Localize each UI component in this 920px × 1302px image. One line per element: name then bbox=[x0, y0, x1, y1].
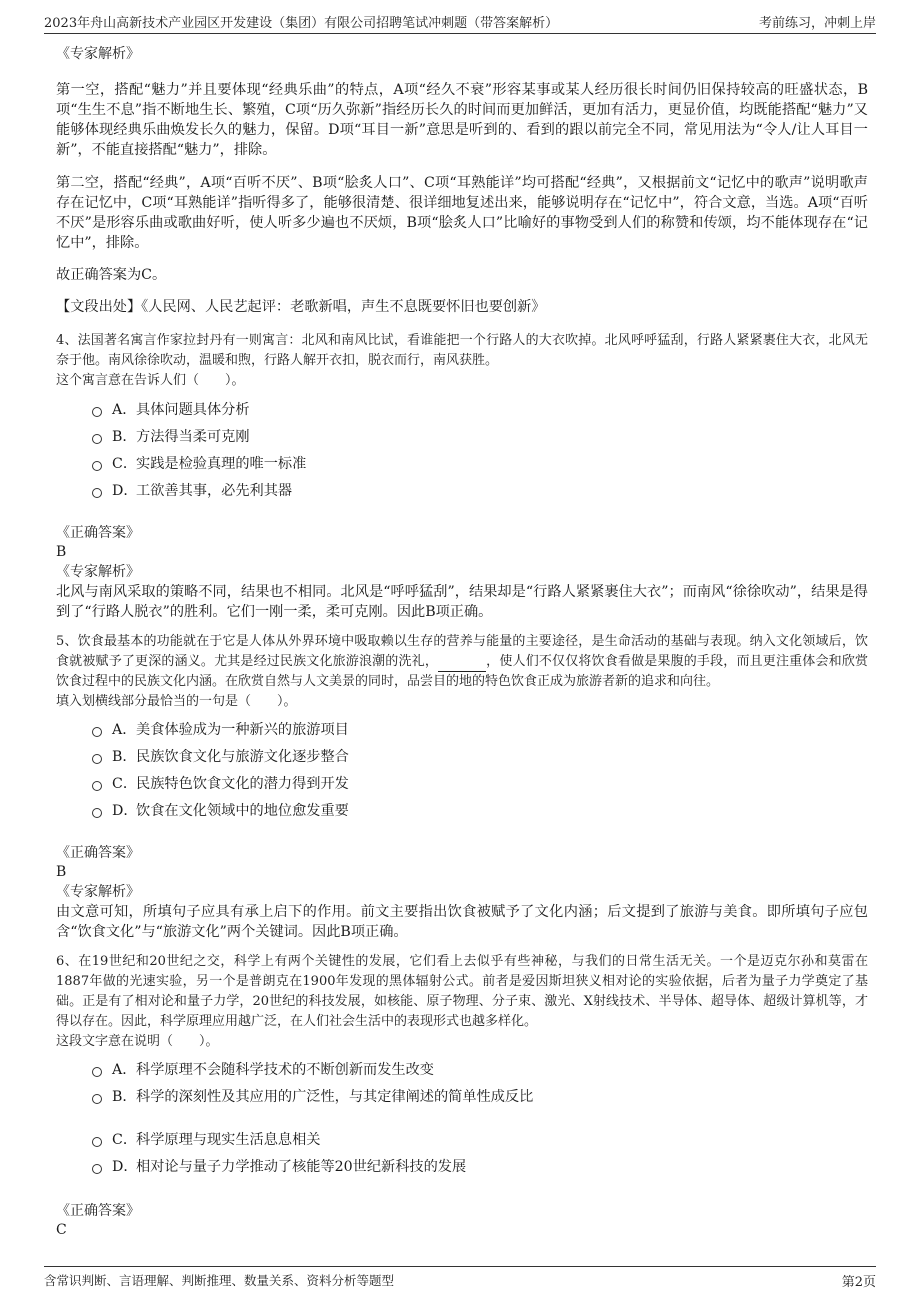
question-stem: 5、饮食最基本的功能就在于它是人体从外界环境中吸取赖以生存的营养与能量的主要途径，是生命活动的基础与表现。纳入文化领域后，饮食就被赋予了更深的涵义。尤其是经过民族文化旅游浪潮的洗礼， ，使人们不仅仅将饮食看做是果腹的手段，而且更注重体会和欣赏饮食过程中的民族文化内涵。在欣赏自然与人文美景的同时，品尝目的地的特色饮食正成为旅游者新的追求和向往。 bbox=[56, 634, 868, 689]
option-d[interactable]: D． 工欲善其事，必先利其器 bbox=[92, 476, 868, 503]
option-c[interactable]: C． 民族特色饮食文化的潜力得到开发 bbox=[92, 769, 868, 796]
analysis-paragraph: 第二空，搭配“经典”，A项“百听不厌”、B项“脍炙人口”、C项“耳熟能详”均可搭配“经典”，又根据前文“记忆中的歌声”说明歌声存在记忆中，C项“耳熟能详”指听得多了，能够很清楚、很详细地复述出来，能够说明存在“记忆中”，符合文意，当选。A项“百听不厌”是形容乐曲或歌曲好听，使人听多少遍也不厌烦，B项“脍炙人口”比喻好的事物受到人们的称赞和传颂，均不能体现存在“记忆中”，排除。 bbox=[56, 175, 868, 251]
radio-icon[interactable] bbox=[92, 808, 102, 818]
radio-icon[interactable] bbox=[92, 461, 102, 471]
correct-answer: C bbox=[56, 1222, 67, 1238]
answer-label: 《正确答案》 bbox=[56, 1203, 140, 1219]
analysis-label: 《专家解析》 bbox=[56, 884, 140, 900]
analysis-text: 由文意可知，所填句子应具有承上启下的作用。前文主要指出饮食被赋予了文化内涵；后文提到了旅游与美食。即所填句子应包含“饮食文化”与“旅游文化”两个关键词。因此B项正确。 bbox=[56, 904, 868, 940]
document-title: 2023年舟山高新技术产业园区开发建设（集团）有限公司招聘笔试冲刺题（带答案解析） bbox=[44, 16, 559, 31]
correct-answer: B bbox=[56, 864, 67, 880]
question-6 bbox=[56, 952, 868, 1239]
footer-note: 含常识判断、言语理解、判断推理、数量关系、资料分析等题型 bbox=[44, 1273, 395, 1288]
option-a[interactable]: A． 具体问题具体分析 bbox=[92, 395, 868, 422]
analysis-paragraph: 第一空，搭配“魅力”并且要体现“经典乐曲”的特点，A项“经久不衰”形容某事或某人经历很长时间仍旧保持较高的旺盛状态，B项“生生不息”指不断地生长、繁殖，C项“历久弥新”指经历长久的时间而更加鲜活，更加有活力，更显价值，均既能搭配“魅力”又能够体现经典乐曲焕发长久的魅力，保留。D项“耳目一新”意思是听到的、看到的跟以前完全不同，常见用法为“令人/让人耳目一新”，不能直接搭配“魅力”，排除。 bbox=[56, 82, 868, 158]
q3-analysis bbox=[56, 44, 868, 317]
page-number: 第2页 bbox=[841, 1275, 876, 1290]
radio-icon[interactable] bbox=[92, 1094, 102, 1104]
question-prompt: 这个寓言意在告诉人们（ ）。 bbox=[56, 373, 245, 388]
answer-label: 《正确答案》 bbox=[56, 525, 140, 541]
conclusion-text: 故正确答案为C。 bbox=[56, 267, 167, 283]
footer-divider bbox=[44, 1266, 876, 1267]
radio-icon[interactable] bbox=[92, 434, 102, 444]
radio-icon[interactable] bbox=[92, 488, 102, 498]
radio-icon[interactable] bbox=[92, 1137, 102, 1147]
option-list bbox=[56, 1055, 868, 1179]
option-c[interactable]: C． 科学原理与现实生活息息相关 bbox=[92, 1125, 868, 1152]
radio-icon[interactable] bbox=[92, 781, 102, 791]
option-b[interactable]: B． 民族饮食文化与旅游文化逐步整合 bbox=[92, 742, 868, 769]
option-a[interactable]: A． 美食体验成为一种新兴的旅游项目 bbox=[92, 715, 868, 742]
option-list bbox=[56, 395, 868, 503]
header-divider bbox=[44, 33, 876, 34]
option-d[interactable]: D． 饮食在文化领域中的地位愈发重要 bbox=[92, 796, 868, 823]
page-content bbox=[56, 40, 868, 1239]
source-citation: 【文段出处】《人民网、人民艺起评：老歌新唱，声生不息既要怀旧也要创新》 bbox=[56, 299, 546, 315]
option-b[interactable]: B． 科学的深刻性及其应用的广泛性，与其定律阐述的简单性成反比 bbox=[92, 1082, 868, 1109]
analysis-label: 《专家解析》 bbox=[56, 564, 140, 580]
header-slogan: 考前练习，冲刺上岸 bbox=[758, 16, 876, 31]
analysis-label: 《专家解析》 bbox=[56, 46, 140, 62]
option-c[interactable]: C． 实践是检验真理的唯一标准 bbox=[92, 449, 868, 476]
option-b[interactable]: B． 方法得当柔可克刚 bbox=[92, 422, 868, 449]
page-header bbox=[0, 0, 920, 34]
fill-blank bbox=[438, 657, 486, 672]
question-stem: 4、法国著名寓言作家拉封丹有一则寓言：北风和南风比试，看谁能把一个行路人的大衣吹掉。北风呼呼猛刮，行路人紧紧裹住大衣，北风无奈于他。南风徐徐吹动，温暖和煦，行路人解开衣扣，脱衣而行，南风获胜。 bbox=[56, 333, 868, 368]
option-a[interactable]: A． 科学原理不会随科学技术的不断创新而发生改变 bbox=[92, 1055, 868, 1082]
option-list bbox=[56, 715, 868, 823]
analysis-text: 北风与南风采取的策略不同，结果也不相同。北风是“呼呼猛刮”，结果却是“行路人紧紧裹住大衣”；而南风“徐徐吹动”，结果是得到了“行路人脱衣”的胜利。它们一刚一柔，柔可克刚。因此B项正确。 bbox=[56, 584, 868, 620]
radio-icon[interactable] bbox=[92, 407, 102, 417]
radio-icon[interactable] bbox=[92, 727, 102, 737]
answer-label: 《正确答案》 bbox=[56, 845, 140, 861]
question-5 bbox=[56, 632, 868, 942]
correct-answer: B bbox=[56, 544, 67, 560]
question-4 bbox=[56, 331, 868, 622]
radio-icon[interactable] bbox=[92, 1067, 102, 1077]
question-prompt: 填入划横线部分最恰当的一句是（ ）。 bbox=[56, 694, 297, 709]
radio-icon[interactable] bbox=[92, 754, 102, 764]
question-stem: 6、在19世纪和20世纪之交，科学上有两个关键性的发展，它们看上去似乎有些神秘，与我们的日常生活无关。一个是迈克尔孙和莫雷在1887年做的光速实验，另一个是普朗克在1900年发现的黑体辐射公式。前者是爱因斯坦狭义相对论的实验依据，后者为量子力学奠定了基础。正是有了相对论和量子力学，20世纪的科技发展，如核能、原子物理、分子束、激光、X射线技术、半导体、超导体、超级计算机等，才得以存在。因此，科学原理应用越广泛，在人们社会生活中的表现形式也越多样化。 bbox=[56, 954, 868, 1029]
option-d[interactable]: D． 相对论与量子力学推动了核能等20世纪新科技的发展 bbox=[92, 1152, 868, 1179]
question-prompt: 这段文字意在说明（ ）。 bbox=[56, 1034, 219, 1049]
radio-icon[interactable] bbox=[92, 1164, 102, 1174]
